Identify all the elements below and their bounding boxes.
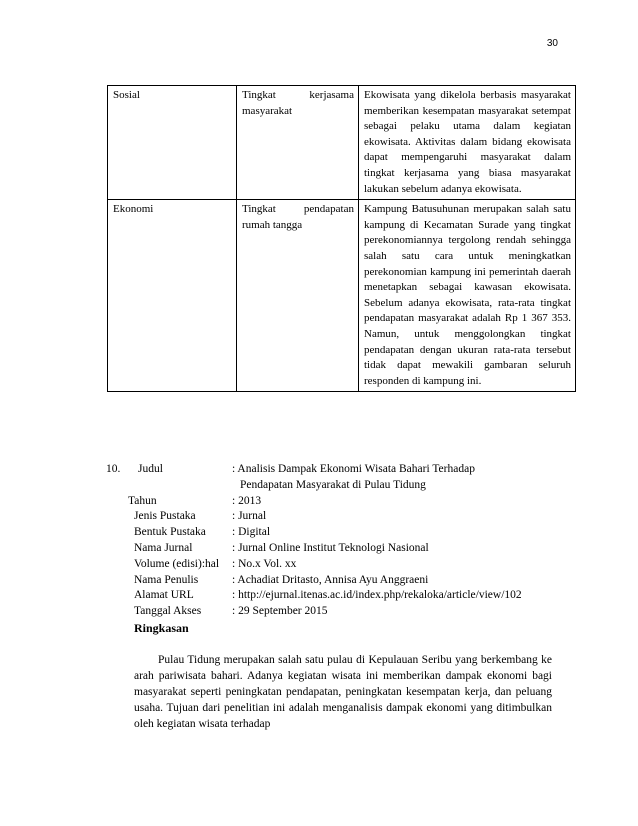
- nama-penulis-label: Nama Penulis: [134, 573, 199, 586]
- reference-access-row: [106, 604, 576, 620]
- tanggal-akses-value: : 29 September 2015: [232, 605, 328, 618]
- table-row: [108, 86, 576, 200]
- reference-entry: [106, 462, 576, 620]
- page-number: 30: [546, 38, 558, 49]
- indicator-cell: Tingkat kerjasama masyarakat: [237, 86, 359, 200]
- reference-journal-row: [106, 541, 576, 557]
- reference-url-row: [106, 588, 576, 604]
- reference-number: 10.: [106, 463, 121, 475]
- description-cell: Kampung Batusuhunan merupakan salah satu kampung di Kecamatan Surade yang tingkat perekonomiannya tergolong rendah sehingga salah satu cara untuk meningkatkan perekonomian kampung ini pemerintah daerah menetapkan sebagai kawasan ekowisata. Sebelum adanya ekowisata, rata-rata tingkat pendapatan masyarakat adalah Rp 1 367 353. Namun, untuk menggolongkan tingkat pendapatan dengan ukuran rata-rata tersebut tidak dapat mewakili gambaran seluruh responden di kampung ini.: [359, 200, 576, 392]
- reference-type-row: [106, 509, 576, 525]
- summary-paragraph: Pulau Tidung merupakan salah satu pulau di Kepulauan Seribu yang berkembang ke arah pariwisata bahari. Adanya kegiatan wisata ini memberikan dampak ekonomi bagi masyarakat seperti peningkatan pendapatan, peningkatan kesempatan kerja, dan peluang usaha. Tujuan dari penelitian ini adalah menganalisis dampak ekonomi yang ditimbulkan oleh kegiatan wisata terhadap: [134, 654, 552, 731]
- variable-cell: Ekonomi: [108, 200, 237, 392]
- reference-author-row: [106, 573, 576, 589]
- reference-year-row: [106, 494, 576, 510]
- table-row: [108, 200, 576, 392]
- bentuk-pustaka-label: Bentuk Pustaka: [134, 526, 206, 539]
- jenis-pustaka-value: : Jurnal: [232, 510, 267, 523]
- reference-volume-row: [106, 557, 576, 573]
- volume-value: : No.x Vol. xx: [232, 557, 297, 570]
- judul-value-line-2: Pendapatan Masyarakat di Pulau Tidung: [240, 478, 426, 491]
- bentuk-pustaka-value: : Digital: [232, 526, 271, 539]
- tahun-value: : 2013: [232, 494, 262, 507]
- reference-title-row: [106, 462, 576, 494]
- indicator-table: [107, 85, 576, 392]
- tanggal-akses-label: Tanggal Akses: [134, 605, 202, 618]
- nama-penulis-value: : Achadiat Dritasto, Annisa Ayu Anggraeni: [232, 573, 429, 586]
- variable-cell: Sosial: [108, 86, 237, 200]
- tahun-label: Tahun: [128, 494, 157, 507]
- indicator-cell: Tingkat pendapatan rumah tangga: [237, 200, 359, 392]
- nama-jurnal-label: Nama Jurnal: [134, 541, 193, 554]
- summary-heading: Ringkasan: [134, 621, 189, 635]
- nama-jurnal-value: : Jurnal Online Institut Teknologi Nasional: [232, 541, 429, 554]
- judul-label: Judul: [138, 463, 163, 475]
- judul-value-line-1: : Analisis Dampak Ekonomi Wisata Bahari Terhadap: [232, 463, 475, 475]
- alamat-url-value: : http://ejurnal.itenas.ac.id/index.php/rekaloka/article/view/102: [232, 589, 522, 602]
- jenis-pustaka-label: Jenis Pustaka: [134, 510, 196, 523]
- judul-value: [232, 462, 576, 494]
- alamat-url-label: Alamat URL: [134, 589, 194, 602]
- volume-label: Volume (edisi):hal: [134, 557, 220, 570]
- reference-form-row: [106, 525, 576, 541]
- description-cell: Ekowisata yang dikelola berbasis masyarakat memberikan kesempatan masyarakat setempat sebagai pelaku utama dalam kegiatan ekowisata. Aktivitas dalam bidang ekowisata dapat mempengaruhi masyarakat dalam tingkat kerjasama yang biasa masyarakat lakukan sebelum adanya ekowisata.: [359, 86, 576, 200]
